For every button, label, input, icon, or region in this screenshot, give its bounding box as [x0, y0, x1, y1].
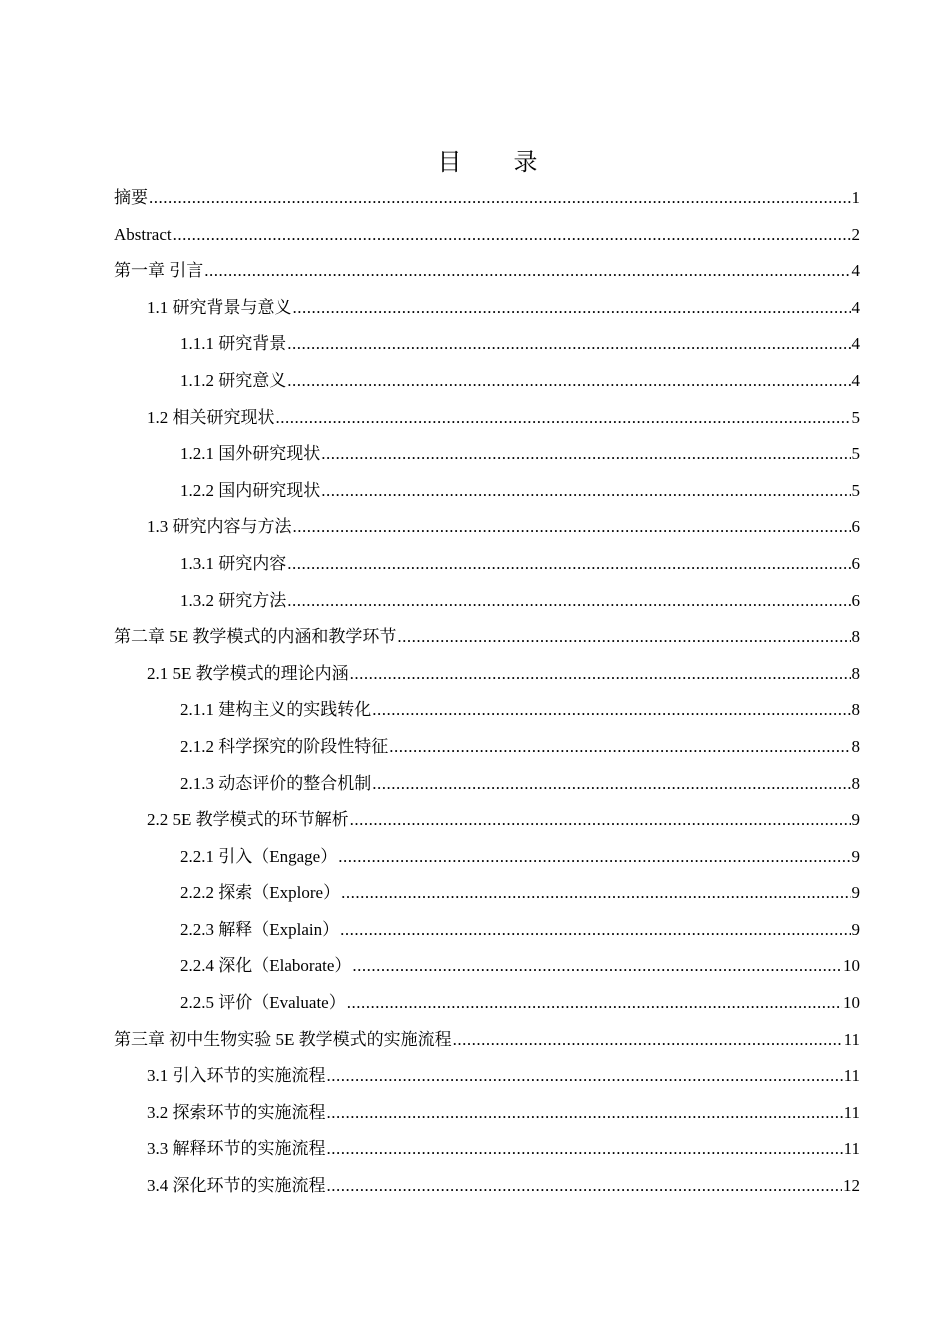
toc-entry-text: 1.3.1 研究内容 [180, 553, 287, 573]
toc-entry[interactable] [114, 1022, 860, 1059]
toc-dot-leader [287, 546, 850, 583]
toc-title-char-2: 录 [513, 150, 538, 176]
toc-dot-leader [293, 509, 851, 546]
toc-page-number: 8 [851, 663, 860, 683]
toc-page-number: 11 [843, 1029, 860, 1049]
toc-title [0, 146, 950, 180]
toc-page-number: 6 [851, 590, 860, 610]
toc-entry[interactable] [114, 802, 860, 839]
toc-entry-text: 1.1.2 研究意义 [180, 370, 287, 390]
toc-entry-text: 2.1 5E 教学模式的理论内涵 [147, 663, 349, 683]
toc-entry[interactable] [114, 217, 860, 254]
toc-page-number: 8 [851, 736, 860, 756]
toc-entry-text: 第二章 5E 教学模式的内涵和教学环节 [114, 627, 397, 647]
toc-entry[interactable] [114, 1095, 860, 1132]
toc-entry[interactable] [114, 546, 860, 583]
toc-entry-text: 2.1.1 建构主义的实践转化 [180, 700, 372, 720]
table-of-contents [114, 180, 860, 1205]
toc-entry-text: 1.2.2 国内研究现状 [180, 480, 321, 500]
toc-entry-text: 3.4 深化环节的实施流程 [147, 1176, 326, 1196]
toc-page-number: 6 [851, 553, 860, 573]
toc-page-number: 11 [843, 1102, 860, 1122]
toc-dot-leader [347, 985, 842, 1022]
toc-entry-text: 1.3.2 研究方法 [180, 590, 287, 610]
toc-page-number: 9 [851, 810, 860, 830]
toc-entry[interactable] [114, 180, 860, 217]
toc-page-number: 9 [851, 883, 860, 903]
toc-entry[interactable] [114, 363, 860, 400]
toc-entry[interactable] [114, 326, 860, 363]
toc-entry-text: 1.1 研究背景与意义 [147, 297, 292, 317]
toc-entry[interactable] [114, 253, 860, 290]
toc-title-char-1: 目 [437, 150, 462, 176]
toc-dot-leader [287, 326, 850, 363]
toc-entry-text: 2.2.1 引入（Engage） [180, 846, 338, 866]
toc-page-number: 5 [851, 480, 860, 500]
toc-entry-text: 1.2 相关研究现状 [147, 407, 275, 427]
toc-dot-leader [352, 948, 842, 985]
toc-entry-text: 3.1 引入环节的实施流程 [147, 1066, 326, 1086]
toc-dot-leader [287, 363, 850, 400]
toc-dot-leader [372, 692, 850, 729]
toc-dot-leader [287, 583, 850, 620]
toc-entry[interactable] [114, 436, 860, 473]
toc-entry-text: 2.2 5E 教学模式的环节解析 [147, 810, 349, 830]
toc-page-number: 9 [851, 846, 860, 866]
toc-dot-leader [453, 1022, 843, 1059]
toc-entry-text: 第一章 引言 [114, 261, 204, 281]
toc-page-number: 10 [843, 956, 860, 976]
toc-entry-text: 3.3 解释环节的实施流程 [147, 1139, 326, 1159]
toc-dot-leader [389, 729, 850, 766]
toc-entry-text: 摘要 [114, 188, 148, 207]
toc-page-number: 8 [851, 700, 860, 720]
toc-entry-text: 第三章 初中生物实验 5E 教学模式的实施流程 [114, 1029, 452, 1049]
toc-page-number: 4 [851, 334, 860, 354]
toc-page-number: 9 [851, 919, 860, 939]
toc-page-number: 12 [843, 1176, 860, 1196]
toc-dot-leader [293, 290, 851, 327]
toc-page-number: 4 [851, 370, 860, 390]
toc-page-number: 4 [851, 297, 860, 317]
toc-entry-text: Abstract [114, 224, 172, 244]
toc-dot-leader [341, 875, 850, 912]
toc-entry-text: 1.2.1 国外研究现状 [180, 444, 321, 464]
toc-entry[interactable] [114, 729, 860, 766]
toc-dot-leader [173, 217, 851, 254]
toc-page-number: 8 [851, 773, 860, 793]
toc-entry-text: 2.2.5 评价（Evaluate） [180, 993, 346, 1013]
toc-entry[interactable] [114, 290, 860, 327]
toc-dot-leader [327, 1095, 843, 1132]
toc-entry[interactable] [114, 692, 860, 729]
toc-entry[interactable] [114, 875, 860, 912]
toc-entry[interactable] [114, 1058, 860, 1095]
toc-page-number: 4 [851, 261, 860, 281]
toc-dot-leader [372, 766, 850, 803]
toc-entry-text: 3.2 探索环节的实施流程 [147, 1102, 326, 1122]
toc-entry[interactable] [114, 656, 860, 693]
toc-dot-leader [327, 1168, 843, 1205]
toc-entry-text: 1.3 研究内容与方法 [147, 517, 292, 537]
toc-entry[interactable] [114, 509, 860, 546]
toc-entry[interactable] [114, 1131, 860, 1168]
toc-entry[interactable] [114, 766, 860, 803]
toc-page-number: 6 [851, 517, 860, 537]
toc-page-number: 2 [851, 224, 860, 244]
toc-dot-leader [149, 180, 851, 217]
toc-entry[interactable] [114, 912, 860, 949]
toc-dot-leader [321, 436, 850, 473]
toc-page-number: 8 [851, 627, 860, 647]
toc-entry-text: 2.2.3 解释（Explain） [180, 919, 340, 939]
toc-entry[interactable] [114, 839, 860, 876]
toc-entry[interactable] [114, 400, 860, 437]
toc-entry-text: 1.1.1 研究背景 [180, 334, 287, 354]
toc-dot-leader [327, 1058, 843, 1095]
toc-page-number: 11 [843, 1066, 860, 1086]
toc-entry[interactable] [114, 473, 860, 510]
toc-entry-text: 2.2.2 探索（Explore） [180, 883, 341, 903]
toc-page-number: 1 [851, 188, 860, 207]
toc-dot-leader [340, 912, 850, 949]
toc-dot-leader [397, 619, 850, 656]
toc-dot-leader [276, 400, 851, 437]
toc-dot-leader [350, 656, 851, 693]
toc-entry-text: 2.1.3 动态评价的整合机制 [180, 773, 372, 793]
toc-page-number: 5 [851, 444, 860, 464]
toc-page-number: 11 [843, 1139, 860, 1159]
toc-dot-leader [327, 1131, 843, 1168]
toc-dot-leader [350, 802, 851, 839]
toc-page-number: 10 [843, 993, 860, 1013]
toc-entry[interactable] [114, 985, 860, 1022]
toc-entry[interactable] [114, 619, 860, 656]
toc-dot-leader [338, 839, 850, 876]
toc-entry[interactable] [114, 948, 860, 985]
toc-dot-leader [321, 473, 850, 510]
toc-entry[interactable] [114, 583, 860, 620]
toc-entry-text: 2.1.2 科学探究的阶段性特征 [180, 736, 389, 756]
toc-dot-leader [204, 253, 850, 290]
toc-page-number: 5 [851, 407, 860, 427]
toc-entry-text: 2.2.4 深化（Elaborate） [180, 956, 352, 976]
toc-entry[interactable] [114, 1168, 860, 1205]
